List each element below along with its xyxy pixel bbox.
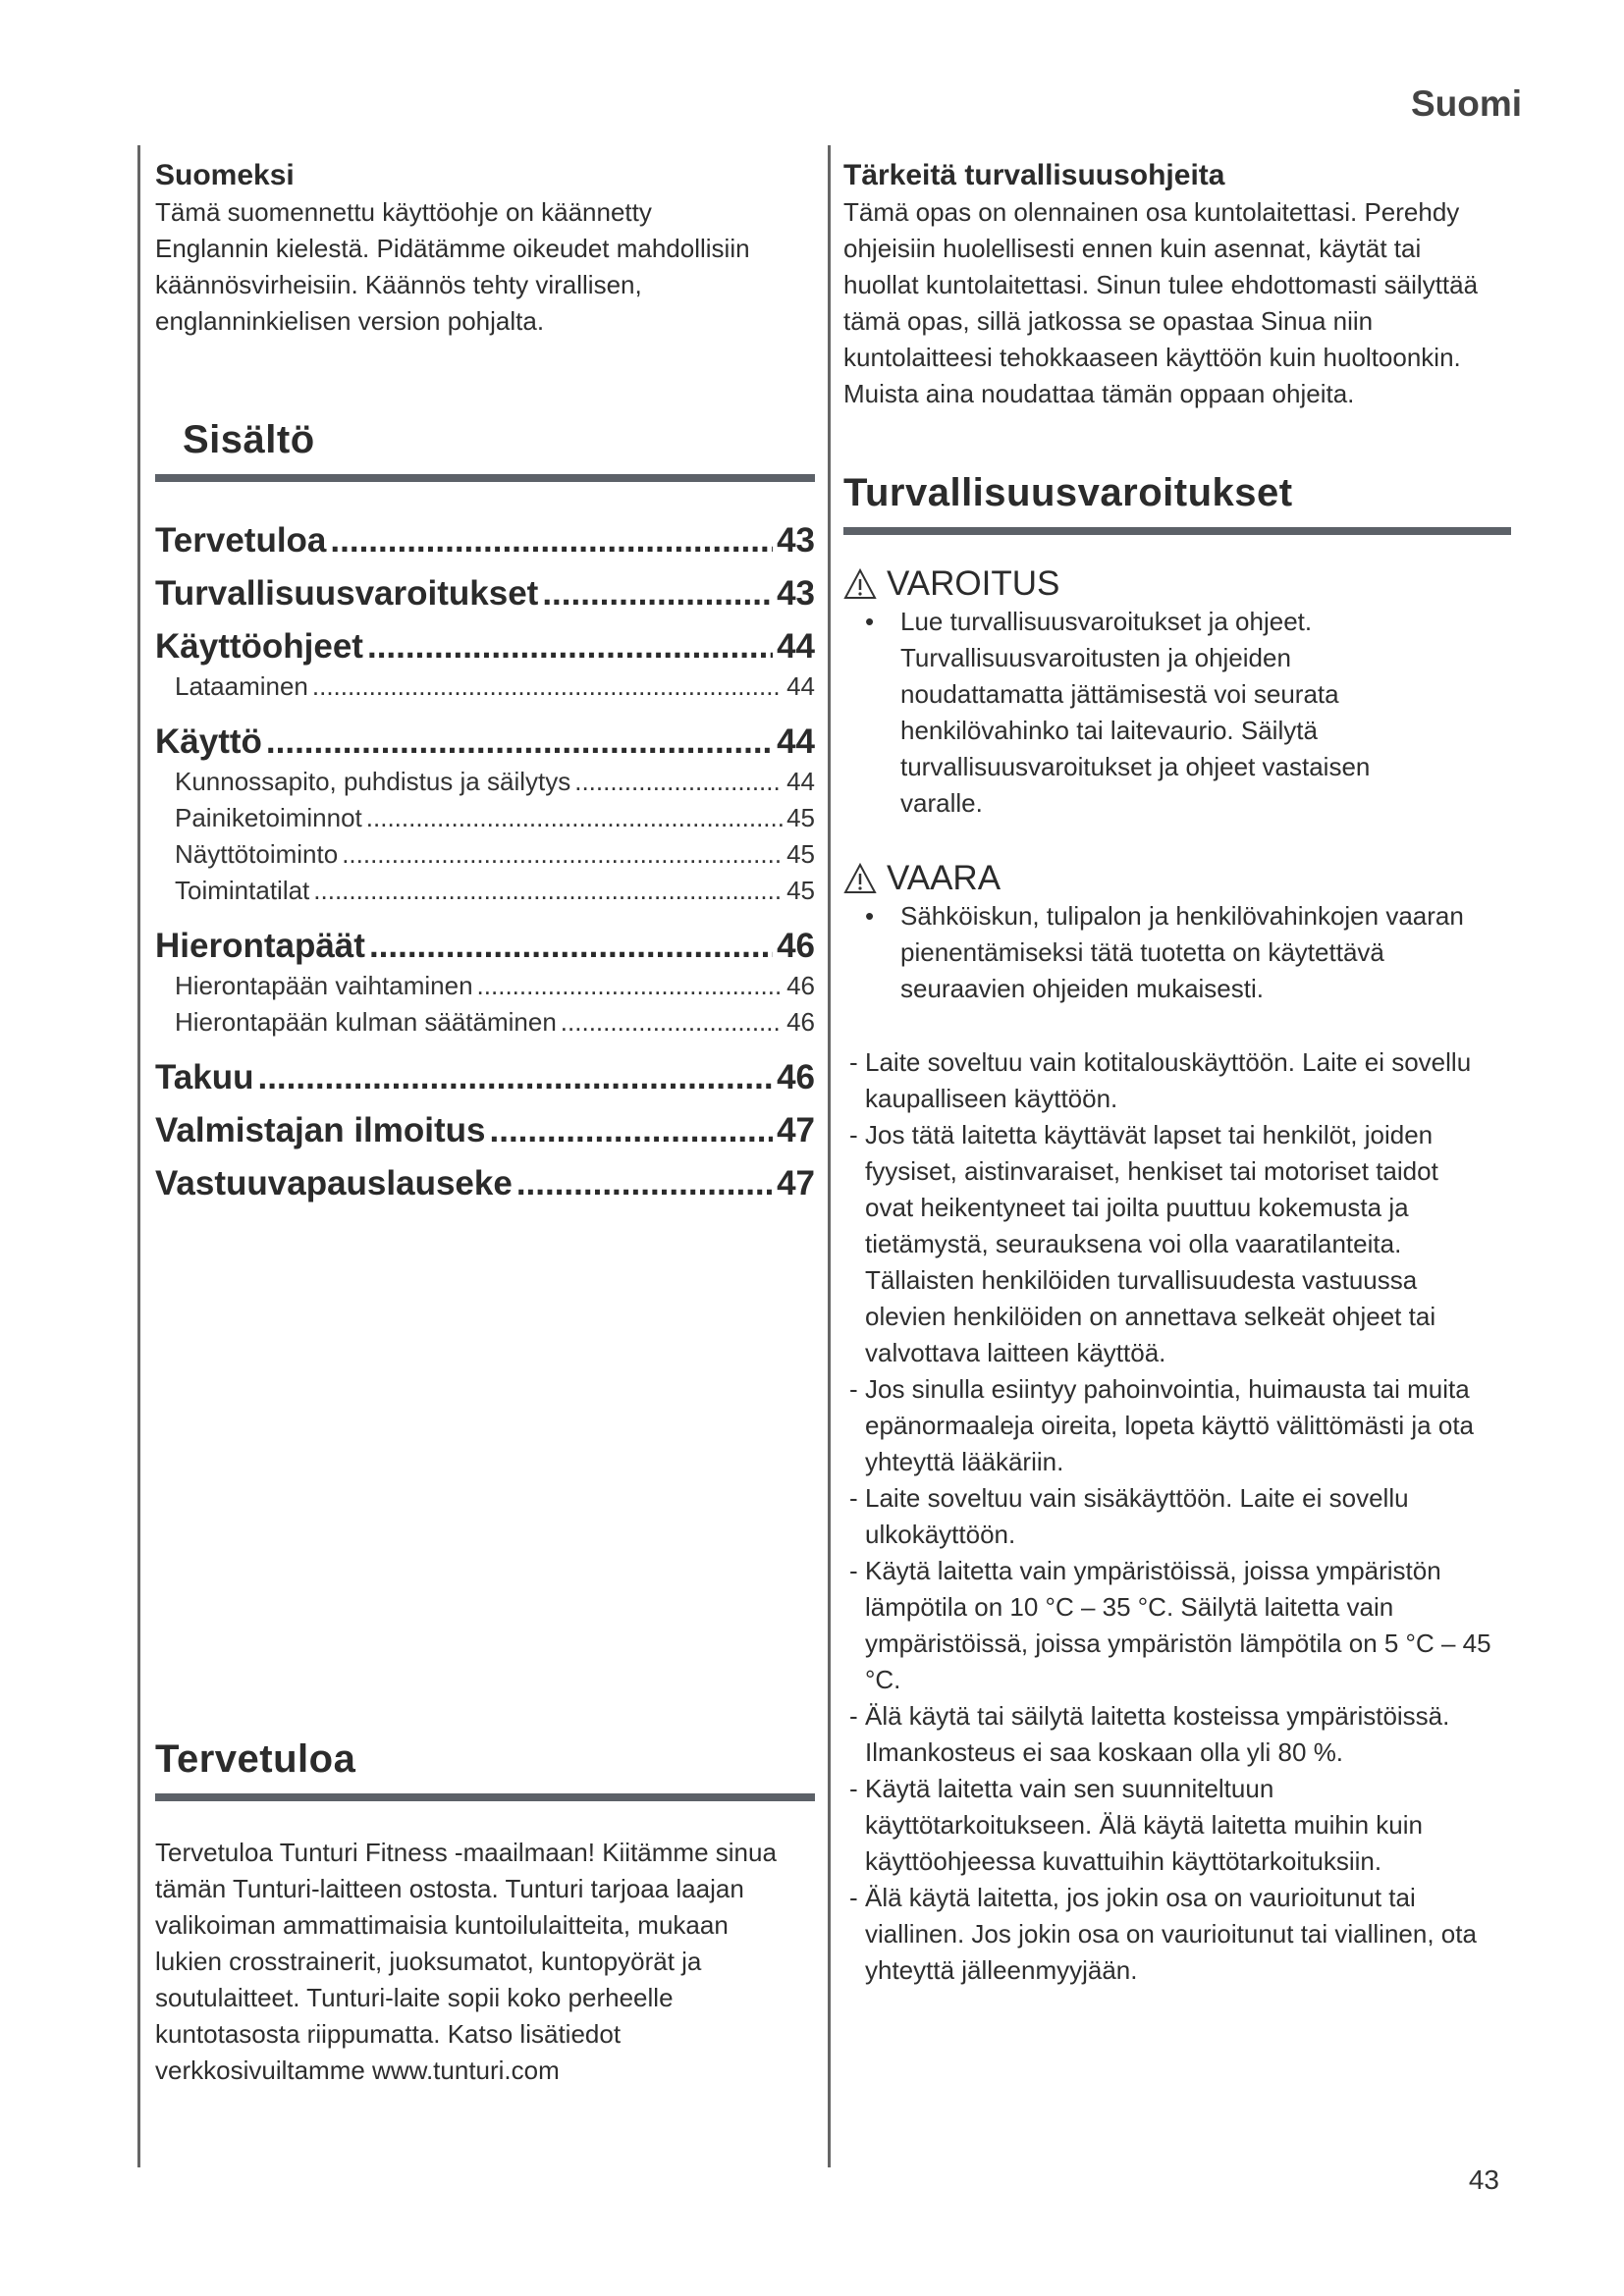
rule-text: Käytä laitetta vain sen suunniteltuun käyttötarkoitukseen. Älä käytä laitetta muihin kuin käyttöohjeessa kuvattuihin käyttötarkoituksiin.	[865, 1774, 1423, 1876]
warning-triangle-icon	[843, 568, 877, 600]
toc-subentry[interactable]	[155, 873, 815, 909]
rule-text: Älä käytä laitetta, jos jokin osa on vaurioitunut tai viallinen. Jos jokin osa on vaurioitunut tai viallinen, ota yhteyttä jälleenmyyjään.	[865, 1883, 1477, 1985]
safety-rule	[843, 527, 1511, 535]
toc-page-number: 44	[777, 627, 815, 666]
rule-text: Älä käytä tai säilytä laitetta kosteissa ympäristöissä. Ilmankosteus ei saa koskaan olla yli 80 %.	[865, 1701, 1450, 1767]
toc-leader	[516, 1162, 773, 1205]
list-item	[843, 1880, 1493, 1989]
important-title: Tärkeitä turvallisuusohjeita	[843, 159, 1225, 191]
toc-label: Takuu	[155, 1058, 254, 1096]
toc-entry[interactable]	[155, 519, 815, 562]
toc-subentry[interactable]	[155, 1004, 815, 1041]
toc-entry[interactable]	[155, 625, 815, 705]
toc-sub-label: Hierontapään kulman säätäminen	[175, 1007, 557, 1037]
list-item	[843, 1771, 1484, 1880]
toc-entry[interactable]	[155, 1162, 815, 1205]
page-number: 43	[1468, 2164, 1499, 2195]
toc-leader	[477, 968, 784, 1004]
dash-marker: -	[849, 1774, 858, 1803]
toc-leader	[366, 800, 783, 836]
toc-sub-label: Näyttötoiminto	[175, 839, 339, 869]
toc-leader	[330, 519, 773, 562]
list-item	[843, 1044, 1493, 1117]
dash-marker: -	[849, 1483, 858, 1513]
toc-sub-label: Hierontapään vaihtaminen	[175, 971, 473, 1000]
toc-leader	[266, 721, 773, 764]
toc-label: Hierontapäät	[155, 927, 365, 965]
toc-label: Turvallisuusvaroitukset	[155, 574, 539, 613]
toc-leader	[342, 836, 783, 873]
safety-rules-list	[843, 1044, 1511, 1989]
list-item	[843, 1698, 1493, 1771]
rule-text: Jos tätä laitetta käyttävät lapset tai henkilöt, joiden fyysiset, aistinvaraiset, henkiset tai motoriset taidot ovat heikentyneet tai joilta puuttuu kokemusta ja tietämystä, seurauksena voi olla vaaratilanteita. Tällaisten henkilöiden turvallisuudesta vastuussa olevien henkilöiden on annettava selkeät ohjeet tai valvottava laitteen käyttöä.	[865, 1120, 1438, 1367]
toc-leader	[490, 1109, 774, 1152]
toc-page-number: 47	[777, 1164, 815, 1202]
dash-marker: -	[849, 1047, 858, 1077]
toc-sub-label: Toimintatilat	[175, 876, 310, 905]
list-item	[843, 1480, 1513, 1553]
warning-bullet	[843, 604, 1450, 822]
page-language-title: Suomi	[1410, 83, 1522, 124]
warning-header	[843, 564, 1511, 604]
toc-sub-page-number: 46	[786, 1007, 815, 1037]
toc-subentry[interactable]	[155, 764, 815, 800]
rule-text: Laite soveltuu vain kotitalouskäyttöön. Laite ei sovellu kaupalliseen käyttöön.	[865, 1047, 1472, 1113]
toc-sub-page-number: 45	[786, 803, 815, 832]
welcome-rule	[155, 1793, 815, 1801]
right-column	[843, 157, 1511, 1989]
welcome-text: Tervetuloa Tunturi Fitness -maailmaan! Kiitämme sinua tämän Tunturi-laitteen ostosta. Tunturi tarjoaa laajan valikoiman ammattimaisia kuntoilulaitteita, mukaan lukien crosstrainerit, juoksumatot, kuntopyörät ja soutulaitteet. Tunturi-laite sopii koko perheelle kuntotasosta riippumatta. Katso lisätiedot verkkosivuiltamme www.tunturi.com	[155, 1838, 777, 2085]
dash-marker: -	[849, 1701, 858, 1731]
dash-marker: -	[849, 1556, 858, 1585]
toc-page-number: 44	[777, 722, 815, 761]
toc-sub-label: Lataaminen	[175, 671, 308, 701]
warning-label: VAROITUS	[887, 564, 1060, 603]
toc-entry[interactable]	[155, 925, 815, 1041]
toc-sub-page-number: 45	[786, 839, 815, 869]
intro-text: Tämä suomennettu käyttöohje on käännetty Englannin kielestä. Pidätämme oikeudet mahdollisiin käännösvirheisiin. Käännös tehty virallisen, englanninkielisen version pohjalta.	[155, 197, 750, 336]
toc-entry[interactable]	[155, 1109, 815, 1152]
left-column	[155, 157, 815, 2085]
toc-sub-page-number: 46	[786, 971, 815, 1000]
toc-sub-label: Painiketoiminnot	[175, 803, 362, 832]
welcome-heading: Tervetuloa	[155, 1737, 356, 1781]
toc-label: Tervetuloa	[155, 521, 327, 560]
contents-heading: Sisältö	[183, 418, 315, 461]
table-of-contents	[155, 519, 815, 1205]
intro-title: Suomeksi	[155, 159, 295, 191]
contents-rule	[155, 474, 815, 482]
list-item	[843, 1371, 1493, 1480]
toc-leader	[257, 1056, 773, 1099]
danger-header	[843, 859, 1511, 898]
rule-text: Käytä laitetta vain ympäristöissä, joissa ympäristön lämpötila on 10 °C – 35 °C. Säilytä laitetta vain ympäristöissä, joissa ympäristön lämpötila on 5 °C – 45 °C.	[865, 1556, 1491, 1694]
toc-label: Valmistajan ilmoitus	[155, 1111, 486, 1149]
toc-subentry[interactable]	[155, 836, 815, 873]
list-item	[843, 1117, 1493, 1371]
toc-label: Käyttöohjeet	[155, 627, 363, 666]
toc-leader	[574, 764, 783, 800]
toc-leader	[367, 625, 773, 668]
toc-page-number: 46	[777, 927, 815, 965]
toc-sub-page-number: 44	[786, 767, 815, 796]
toc-entry[interactable]	[155, 1056, 815, 1099]
toc-sub-page-number: 44	[786, 671, 815, 701]
toc-page-number: 47	[777, 1111, 815, 1149]
toc-label: Vastuuvapauslauseke	[155, 1164, 513, 1202]
warning-text: Lue turvallisuusvaroitukset ja ohjeet. Turvallisuusvaroitusten ja ohjeiden noudattamatta jättämisestä voi seurata henkilövahinko tai laitevaurio. Säilytä turvallisuusvaroitukset ja ohjeet vastaisen varalle.	[900, 607, 1371, 818]
rule-text: Jos sinulla esiintyy pahoinvointia, huimausta tai muita epänormaaleja oireita, lopeta käyttö välittömästi ja ota yhteyttä lääkäriin.	[865, 1374, 1475, 1476]
bullet-dot-icon: •	[865, 901, 875, 931]
dash-marker: -	[849, 1374, 858, 1404]
dash-marker: -	[849, 1883, 858, 1912]
danger-triangle-icon	[843, 863, 877, 894]
toc-page-number: 46	[777, 1058, 815, 1096]
toc-subentry[interactable]	[155, 800, 815, 836]
toc-label: Käyttö	[155, 722, 262, 761]
left-column-rule	[137, 145, 140, 2167]
welcome-section	[155, 1737, 815, 2089]
list-item	[843, 1553, 1493, 1698]
dash-marker: -	[849, 1120, 858, 1149]
rule-text: Laite soveltuu vain sisäkäyttöön. Laite ei sovellu ulkokäyttöön.	[865, 1483, 1409, 1549]
safety-heading: Turvallisuusvaroitukset	[843, 471, 1293, 514]
toc-entry[interactable]	[155, 572, 815, 615]
toc-leader	[542, 572, 773, 615]
toc-sub-label: Kunnossapito, puhdistus ja säilytys	[175, 767, 571, 796]
toc-leader	[369, 925, 773, 968]
toc-subentry[interactable]	[155, 968, 815, 1004]
danger-bullet	[843, 898, 1489, 1007]
toc-leader	[313, 873, 783, 909]
bullet-dot-icon: •	[865, 607, 875, 636]
danger-label: VAARA	[887, 859, 1001, 897]
important-text: Tämä opas on olennainen osa kuntolaitettasi. Perehdy ohjeisiin huolellisesti ennen kuin asennat, käytät tai huollat kuntolaitettasi. Sinun tulee ehdottomasti säilyttää tämä opas, sillä jatkossa se opastaa Sinua niin kuntolaitteesi tehokkaaseen käyttöön kuin huoltoonkin. Muista aina noudattaa tämän oppaan ohjeita.	[843, 197, 1479, 408]
toc-sub-page-number: 45	[786, 876, 815, 905]
toc-subentry[interactable]	[155, 668, 815, 705]
toc-leader	[312, 668, 783, 705]
toc-entry[interactable]	[155, 721, 815, 909]
toc-page-number: 43	[777, 521, 815, 560]
danger-text: Sähköiskun, tulipalon ja henkilövahinkojen vaaran pienentämiseksi tätä tuotetta on käytettävä seuraavien ohjeiden mukaisesti.	[900, 901, 1464, 1003]
toc-leader	[561, 1004, 783, 1041]
middle-column-rule	[828, 145, 831, 2167]
toc-page-number: 43	[777, 574, 815, 613]
